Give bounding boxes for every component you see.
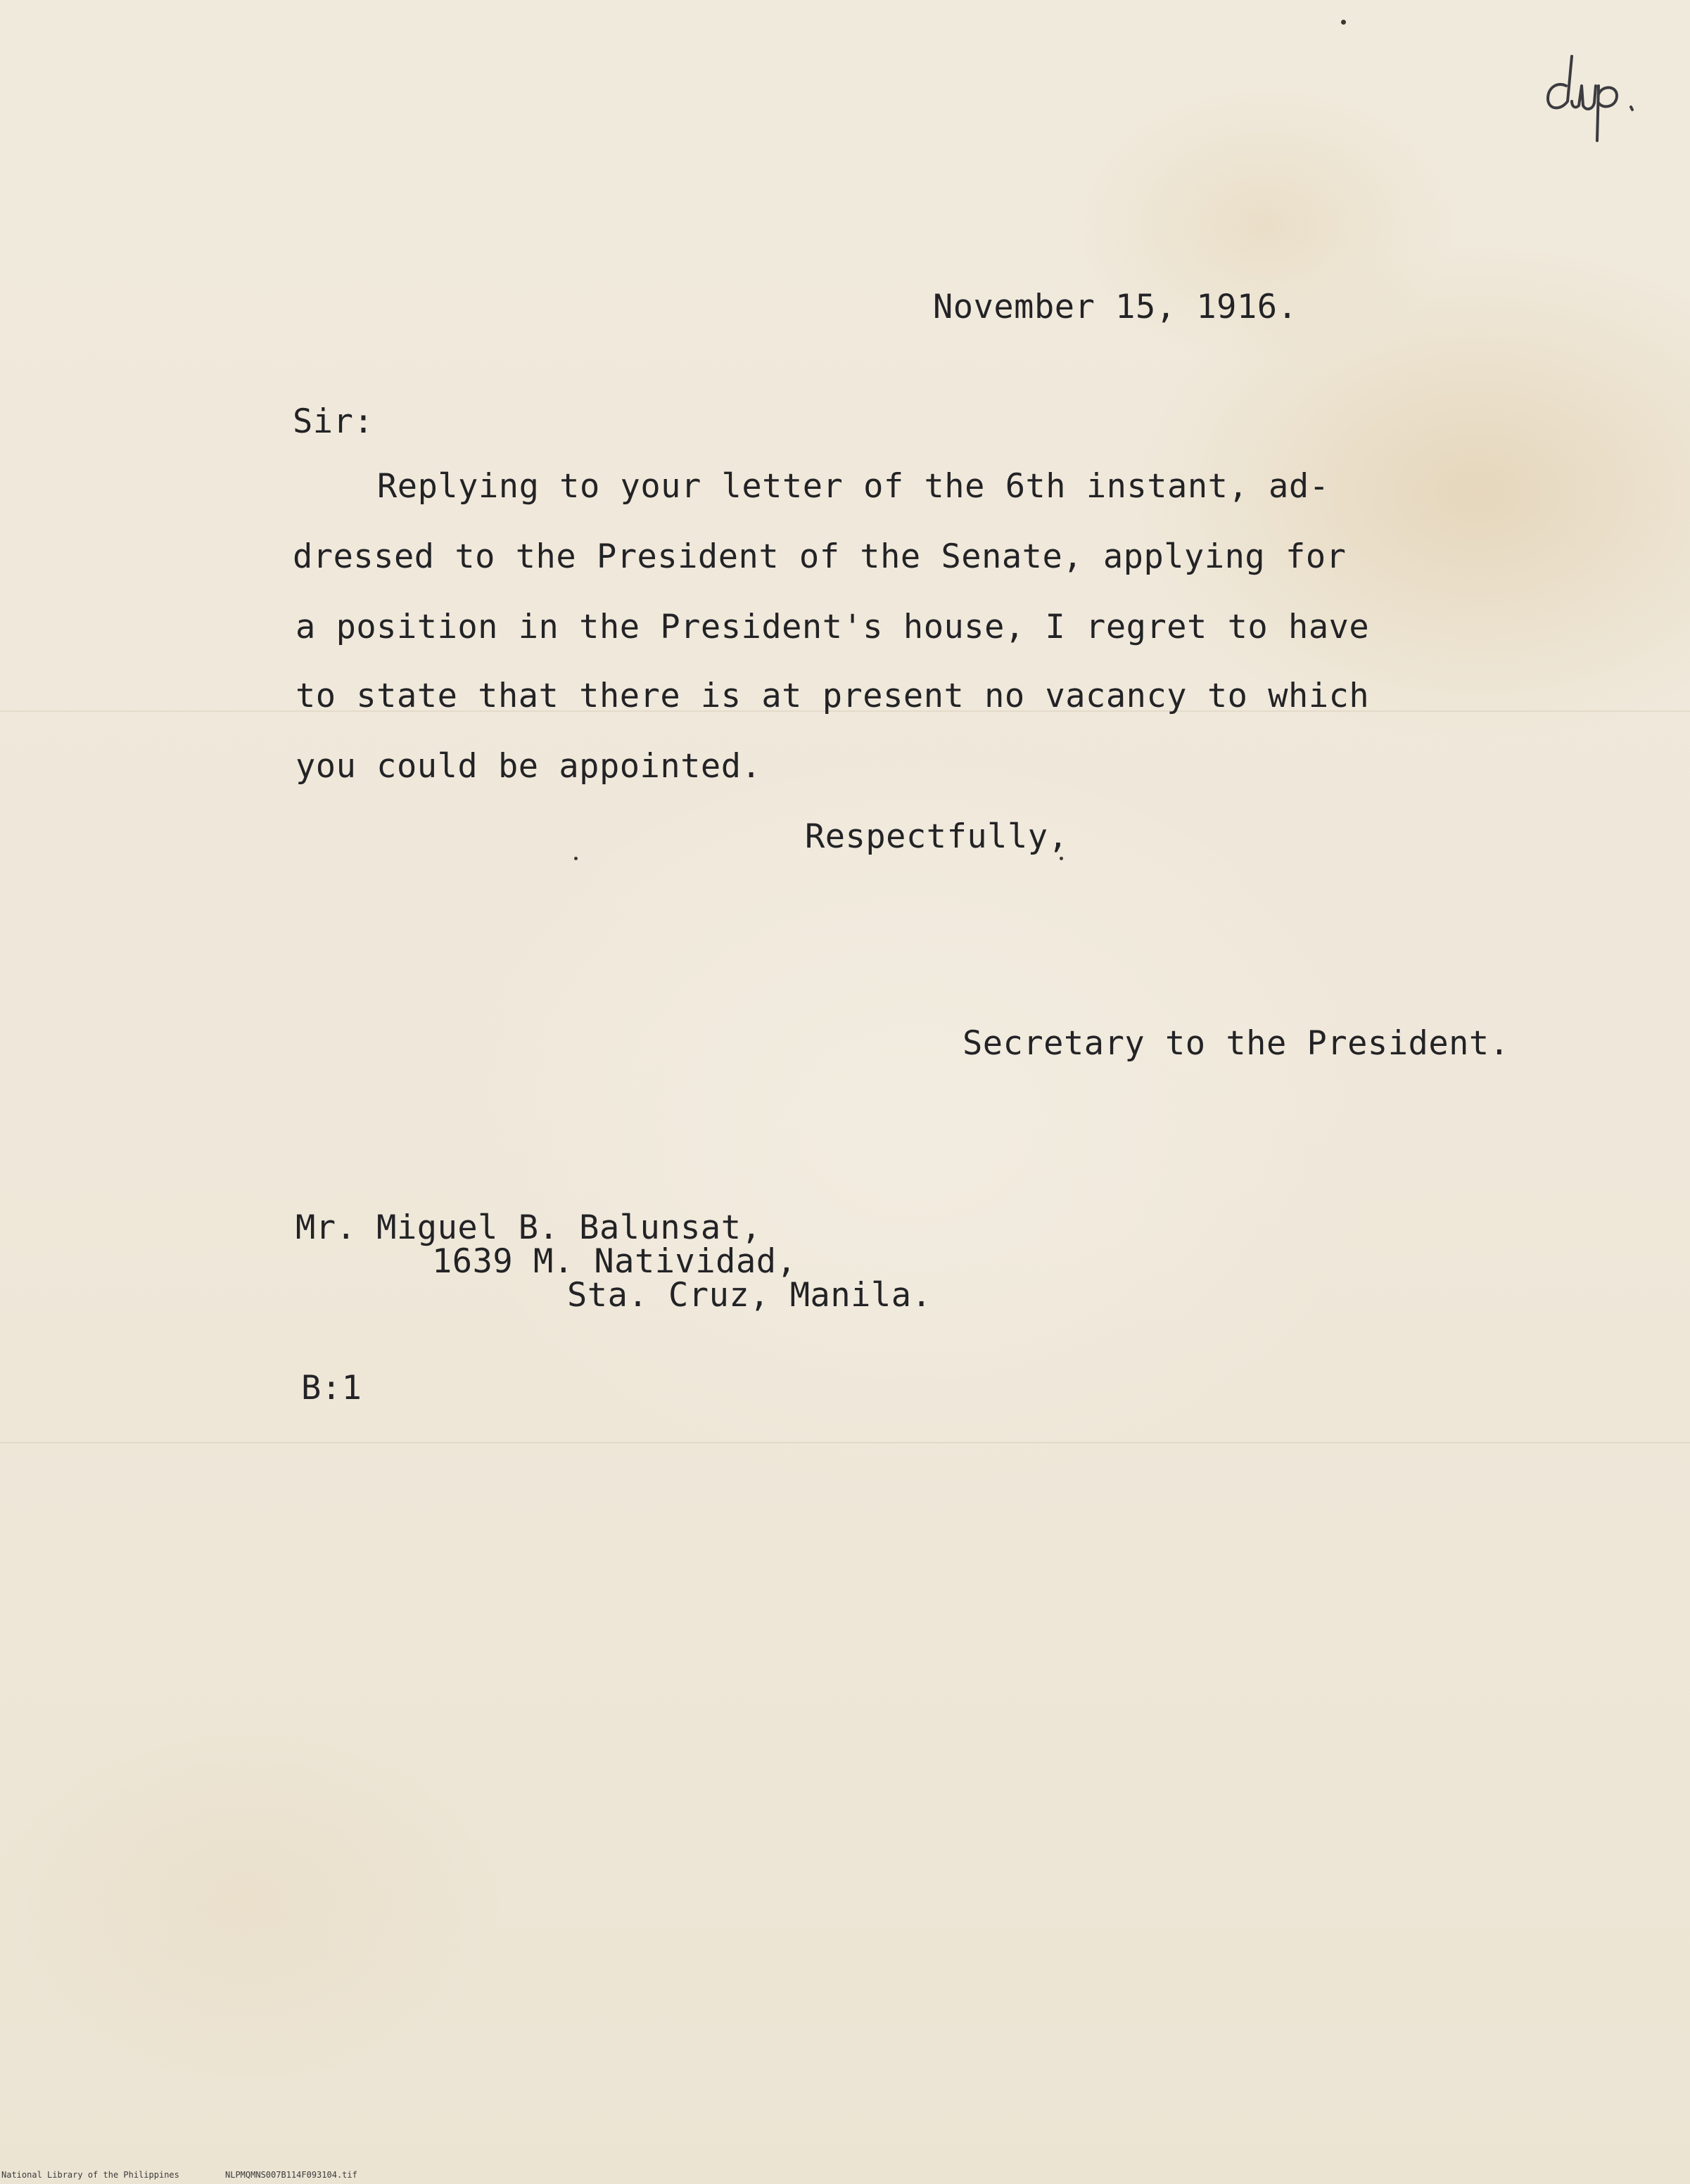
reference-initials: B:1: [301, 1369, 362, 1407]
body-line-1: Replying to your letter of the 6th instant, ad-: [377, 467, 1330, 506]
addressee-name: Mr. Miguel B. Balunsat,: [296, 1208, 762, 1247]
body-line-3: a position in the President's house, I regret to have: [296, 608, 1370, 646]
salutation: Sir:: [293, 402, 374, 441]
addressee-street: 1639 M. Natividad,: [432, 1242, 797, 1281]
handwritten-annotation: [1532, 42, 1659, 148]
footer-file-id: NLPMQMNS007B114F093104.tif: [225, 2170, 357, 2180]
ink-speck: [574, 857, 578, 860]
ink-speck: [1060, 857, 1063, 860]
footer-library: National Library of the Philippines: [1, 2170, 179, 2180]
body-line-2: dressed to the President of the Senate, applying for: [293, 537, 1347, 576]
addressee-city: Sta. Cruz, Manila.: [567, 1276, 932, 1315]
signature-title: Secretary to the President.: [962, 1024, 1510, 1063]
ink-speck: [1341, 20, 1346, 25]
closing: Respectfully,: [805, 817, 1069, 856]
body-line-4: to state that there is at present no vacancy to which: [296, 677, 1370, 715]
body-line-5: you could be appointed.: [296, 747, 762, 786]
paper-crease: [0, 1442, 1690, 1443]
letter-date: November 15, 1916.: [933, 288, 1298, 326]
